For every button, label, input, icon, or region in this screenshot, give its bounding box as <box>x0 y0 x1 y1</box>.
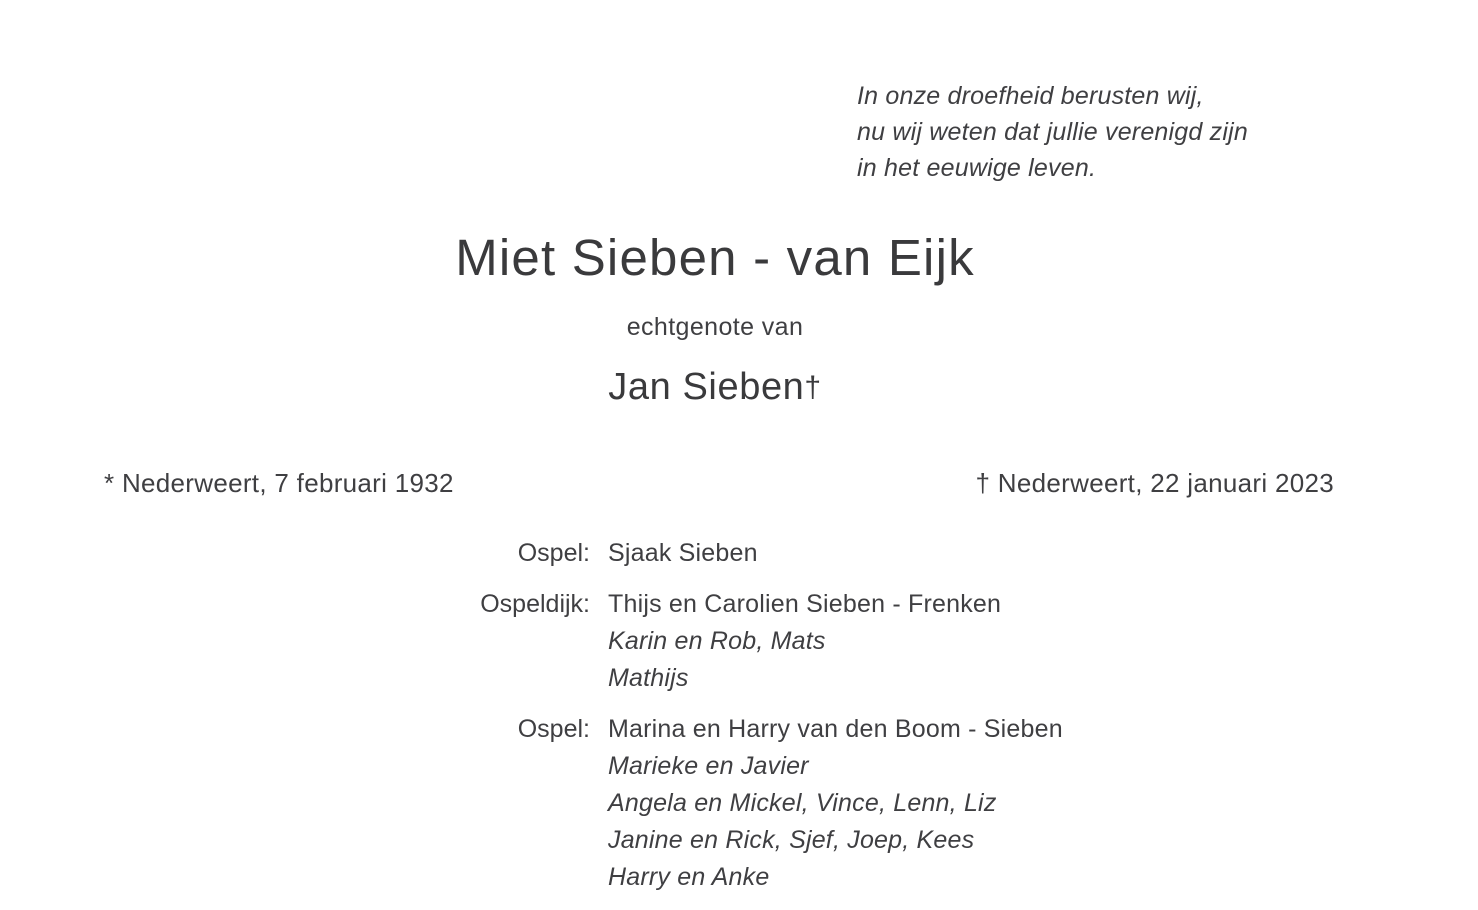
birth-date: * Nederweert, 7 februari 1932 <box>104 468 454 498</box>
death-date: † Nederweert, 22 januari 2023 <box>975 468 1334 498</box>
family-name: Janine en Rick, Sjef, Joep, Kees <box>608 826 975 854</box>
poem-line: In onze droefheid berusten wij, <box>857 82 1204 110</box>
spouse-name: Jan Sieben <box>608 366 805 408</box>
family-name: Marieke en Javier <box>608 752 809 780</box>
family-name: Harry en Anke <box>608 863 770 891</box>
poem-line: in het eeuwige leven. <box>857 154 1097 182</box>
relation-label: echtgenote van <box>626 313 804 341</box>
family-group <box>0 711 1478 896</box>
family-name: Thijs en Carolien Sieben - Frenken <box>608 590 1002 618</box>
dagger-icon: † <box>804 371 822 404</box>
family-names <box>608 535 758 572</box>
family-group <box>0 586 1478 697</box>
family-place: Ospel: <box>517 539 590 567</box>
family-place: Ospeldijk: <box>480 590 590 618</box>
poem-line: nu wij weten dat jullie verenigd zijn <box>857 118 1248 146</box>
dates-row <box>104 468 1334 499</box>
family-name: Mathijs <box>608 664 689 692</box>
family-names <box>608 586 1001 697</box>
poem-block <box>857 78 1248 186</box>
family-list <box>0 535 1478 910</box>
deceased-name: Miet Sieben - van Eijk <box>455 229 975 286</box>
family-name: Angela en Mickel, Vince, Lenn, Liz <box>608 789 997 817</box>
family-name: Sjaak Sieben <box>608 539 758 567</box>
family-names <box>608 711 1063 896</box>
spouse-name-row <box>0 366 1430 409</box>
family-place: Ospel: <box>517 715 590 743</box>
family-name: Marina en Harry van den Boom - Sieben <box>608 715 1063 743</box>
family-name: Karin en Rob, Mats <box>608 627 826 655</box>
family-group <box>0 535 1478 572</box>
